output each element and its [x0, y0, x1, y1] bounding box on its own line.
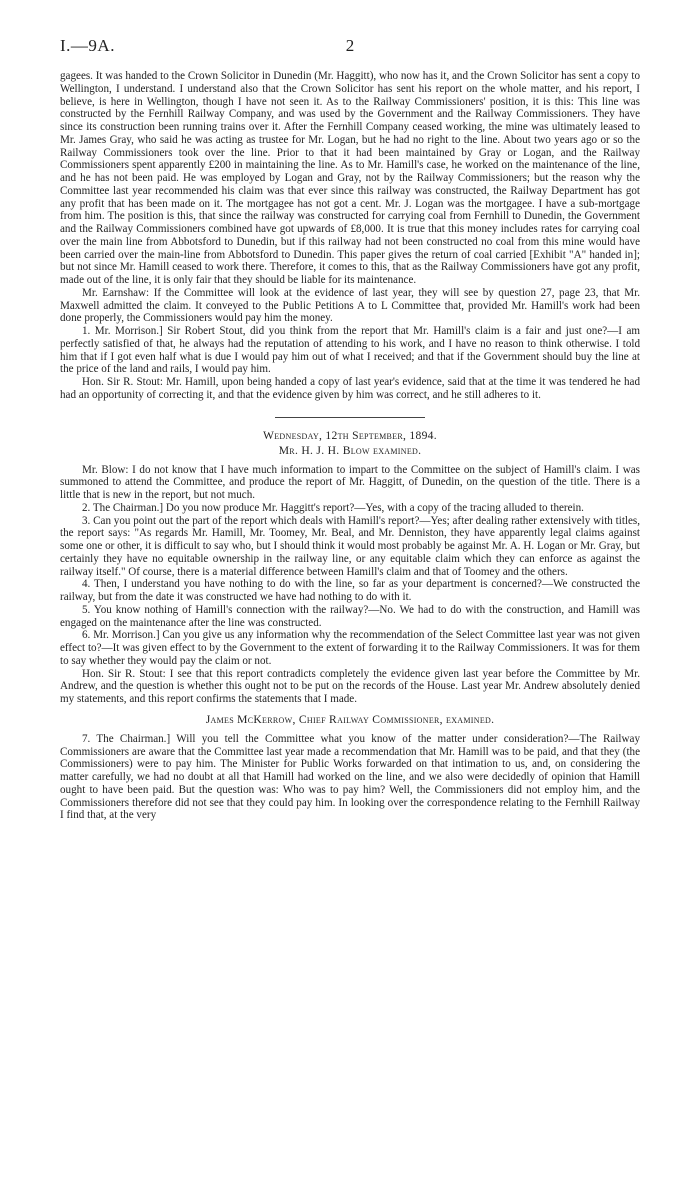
paragraph: gagees. It was handed to the Crown Solicitor in Dunedin (Mr. Haggitt), who now has it, and the Crown Solicitor has sent a copy to Wellington, I understand. I understand also that the Crown Solicitor has sent his report on the whole matter, and his report, I believe, is here in Wellington, though I have not seen it. As to the Railway Commissioners' position, it is this: This line was constructed by the Fernhill Railway Company, and was used by the Government and the Railway Commissioners. They have since its construction been running trains over it. After the Fernhill Company ceased working, the mine was ultimately leased to Mr. James Gray, who said he was acting as trustee for Mr. Logan, but he had no right to the line. About two years ago or so the Railway Commissioners took over the line. Prior to that it had been maintained by Gray or Logan, and the Railway Commissioners spent apparently £200 in maintaining the line. As to Mr. Hamill's case, he worked on the maintenance of the line, and he has not been paid. He was employed by Logan and Gray, not by the Railway Commissioners; but the reason why the Committee last year recommended his claim was that ever since this railway was constructed, the Railway Department has got any profit that has been made on it. The mortgagee has not got a cent. Mr. J. Logan was the mortgagee. I have a sub-mortgage from him. The position is this, that since the railway was constructed for carrying coal from Fernhill to Dunedin, the Government and the Railway Commissioners combined have got upwards of £8,000. It is true that this money includes rates for carrying coal over the main line from Abbotsford to Dunedin, but if this railway had not been constructed no coal from this mine would have been carried over the main-line from Abbotsford to Dunedin. This paper gives the return of coal carried [Exhibit "A" handed in]; but not since Mr. Hamill ceased to work there. Therefore, it comes to this, that as the Railway Commissioners have got any profit, made out of the line, it is only fair that they should be liable for its maintenance.: [60, 70, 640, 286]
paragraph: Hon. Sir R. Stout: I see that this report contradicts completely the evidence given last year before the Committee by Mr. Andrew, and the question is whether this ought not to be put on the records of the House. Last year Mr. Andrew absolutely denied my statements, and this report confirms the statements that I made.: [60, 667, 640, 705]
paragraph: 3. Can you point out the part of the report which deals with Hamill's report?—Yes; after dealing rather extensively with titles, the report says: "As regards Mr. Hamill, Mr. Toomey, Mr. Beal, and Mr. Denniston, they have apparently legal claims against some one or other, it is difficult to say who, but I should think it would most probably be against Mr. A. H. Logan or Mr. Gray, but certainly they have no equitable ownership in the railway line, or any equitable claim which they can enforce as against the railway itself." Of course, there is a material difference between Hamill's claim and that of Toomey and the others.: [60, 514, 640, 578]
paragraph: 4. Then, I understand you have nothing to do with the line, so far as your department is concerned?—We constructed the railway, but from the date it was constructed we have had nothing to do with it.: [60, 578, 640, 603]
paragraph: Mr. Blow: I do not know that I have much information to impart to the Committee on the subject of Hamill's claim. I was summoned to attend the Committee, and produce the report of Mr. Haggitt, of Dunedin, on the question of the title. There is a little that is new in the report, but not much.: [60, 463, 640, 501]
paragraph: 1. Mr. Morrison.] Sir Robert Stout, did you think from the report that Mr. Hamill's claim is a fair and just one?—I am perfectly satisfied of that, he always had the reputation of attending to his work, and I have no reason to think otherwise. I told him that if I got even half what is due I would pay him out of what I received; and that if the Government should buy the line at the price of the land and rails, I would pay him.: [60, 325, 640, 376]
section-divider: [275, 417, 425, 418]
paragraph: 2. The Chairman.] Do you now produce Mr. Haggitt's report?—Yes, with a copy of the tracing alluded to therein.: [82, 501, 584, 514]
page-number: 2: [345, 36, 355, 55]
paragraph: 5. You know nothing of Hamill's connection with the railway?—No. We had to do with the construction, and Hamill was engaged on the maintenance after the line was constructed.: [60, 603, 640, 629]
body-text: [60, 70, 640, 402]
paragraph: 7. The Chairman.] Will you tell the Committee what you know of the matter under consideration?—The Railway Commissioners are aware that the Committee last year made a recommendation that Mr. Hamill was to be paid, and that they (the Commissioners) were to pay him. The Minister for Public Works forwarded on that intimation to us, and, on considering the matter carefully, we had no doubt at all that Hamill had worked on the line, and we also were decidedly of opinion that Hamill ought to have been paid. But the question was: Who was to pay him? Well, the Commissioners did not employ him, and the Commissioners therefore did not see that they could pay him. In looking over the correspondence relating to the Fernhill Railway I find that, at the very: [60, 732, 640, 822]
witness-heading: Mr. H. J. H. Blow examined.: [278, 443, 422, 457]
paragraph: 6. Mr. Morrison.] Can you give us any information why the recommendation of the Select Committee last year was not given effect to?—It was given effect to by the Government to the extent of forwarding it to the Railway Commissioners. It was for them to say whether they would pay the claim or not.: [60, 629, 640, 667]
witness-heading: James McKerrow, Chief Railway Commissioner, examined.: [205, 712, 495, 726]
page-header: [60, 36, 640, 70]
paragraph: Hon. Sir R. Stout: Mr. Hamill, upon being handed a copy of last year's evidence, said that at the time it was tendered he had had an opportunity of correcting it, and that the evidence given by him was correct, and he still adheres to it.: [60, 376, 640, 401]
mckerrow-evidence: [60, 733, 640, 822]
paper-reference: I.—9A.: [60, 36, 115, 55]
session-date-heading: Wednesday, 12th September, 1894.: [263, 428, 437, 442]
paragraph: Mr. Earnshaw: If the Committee will look at the evidence of last year, they will see by question 27, page 23, that Mr. Maxwell admitted the claim. It conveyed to the Public Petitions A to L Committee that, provided Mr. Hamill's work had been done properly, the Commissioners would pay him the money.: [60, 286, 640, 325]
blow-evidence: [60, 464, 640, 706]
